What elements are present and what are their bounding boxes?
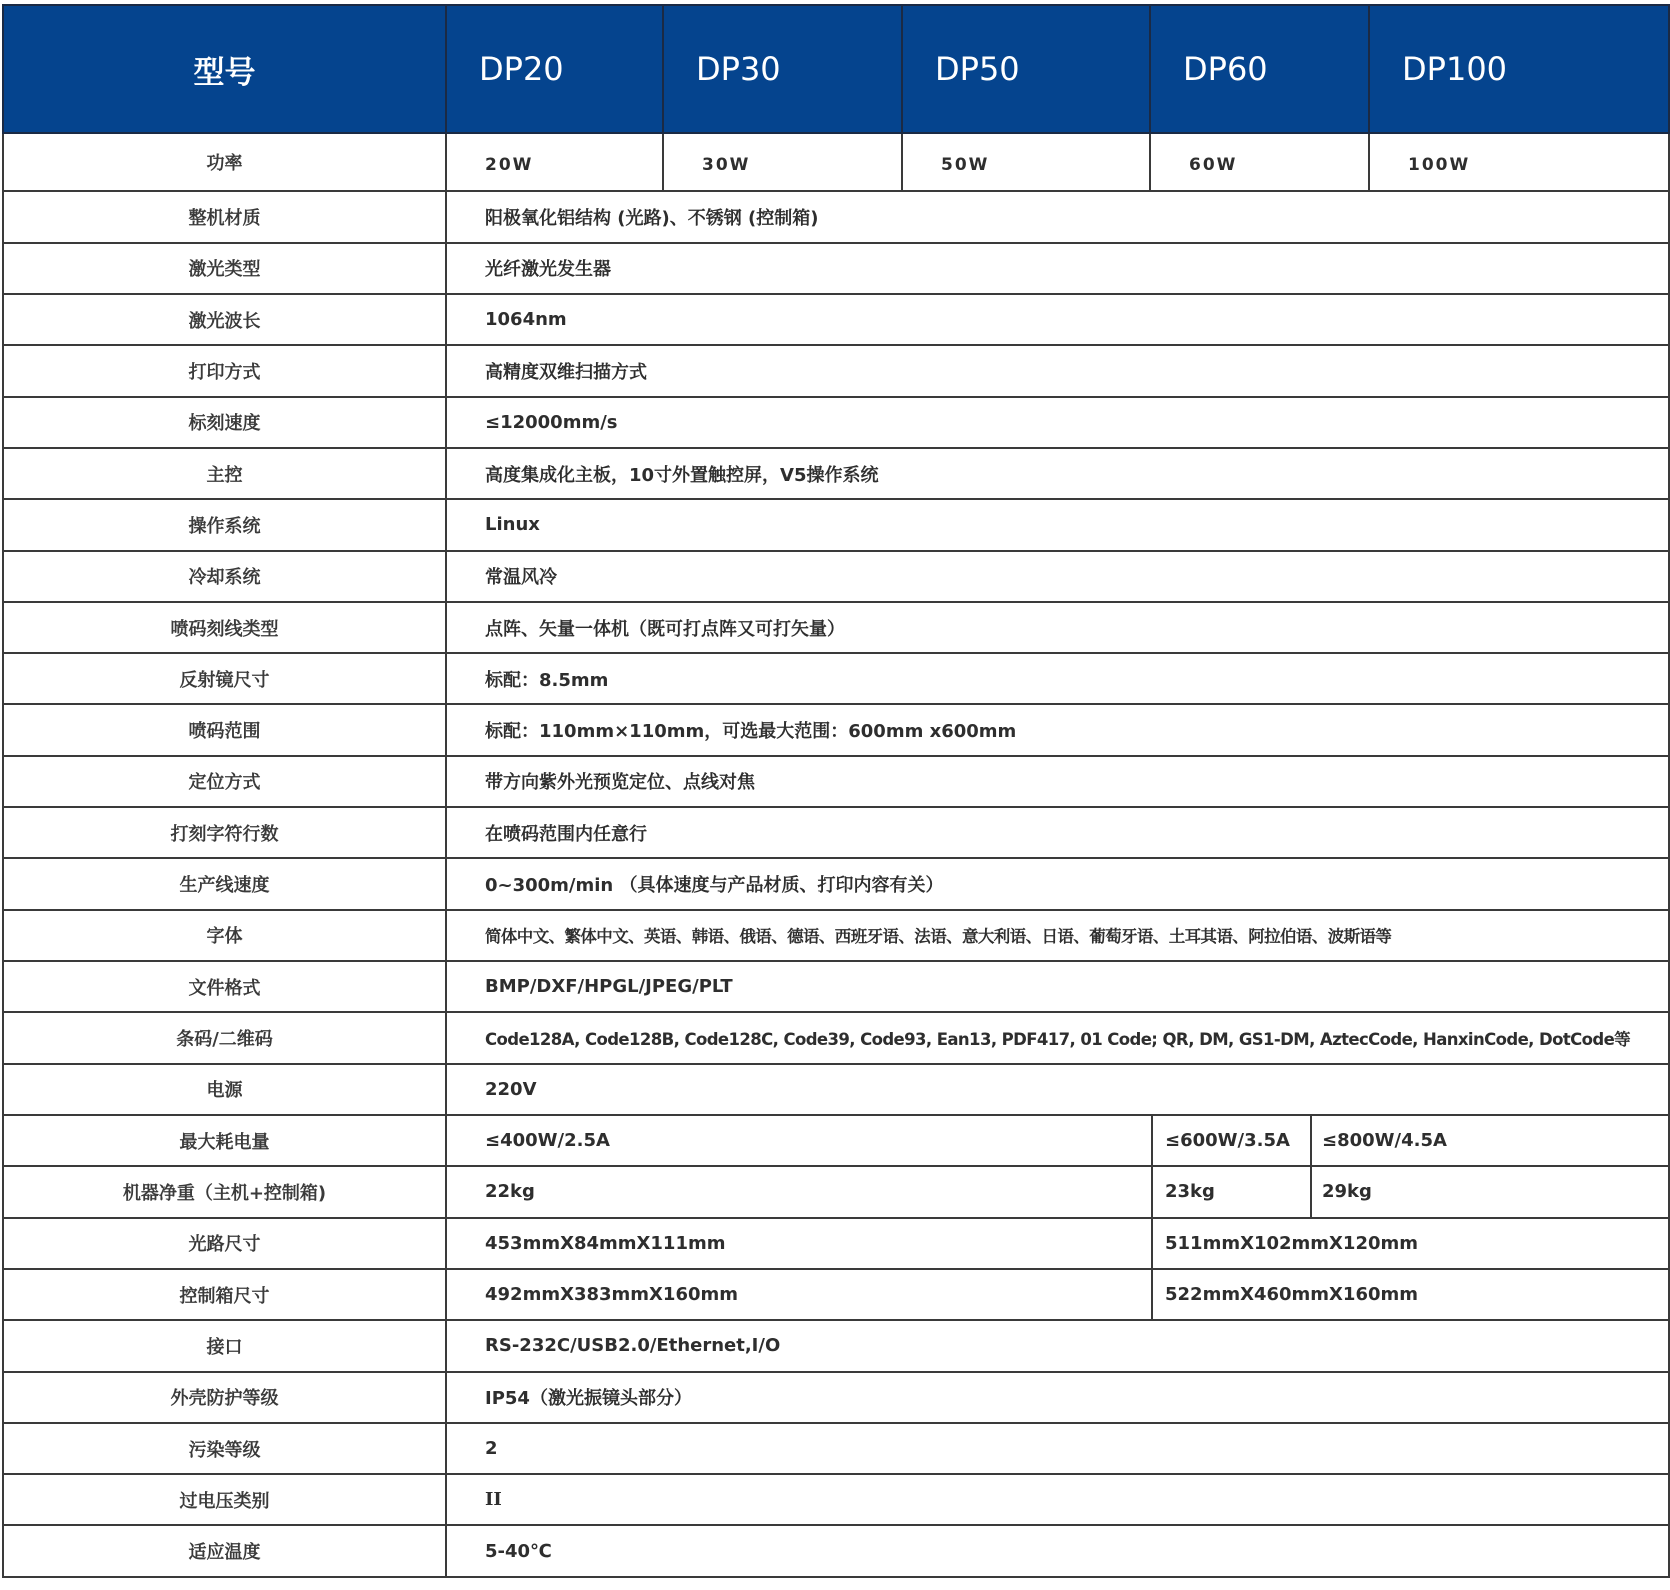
model-dp30: DP30 [663, 5, 902, 133]
row-value: 常温风冷 [446, 551, 1669, 602]
spec-row [3, 807, 1669, 858]
spec-row [3, 191, 1669, 242]
model-header-label: 型号 [3, 5, 446, 133]
net-weight-value-dp100: 29kg [1311, 1166, 1669, 1217]
max-power-value-dp20-50: ≤400W/2.5A [446, 1115, 1152, 1166]
spec-table [2, 4, 1670, 1578]
spec-row [3, 1474, 1669, 1525]
row-value: RS-232C/USB2.0/Ethernet,I/O [446, 1320, 1669, 1371]
spec-row [3, 602, 1669, 653]
power-row [3, 133, 1669, 191]
spec-row [3, 551, 1669, 602]
spec-row [3, 448, 1669, 499]
row-value: 高度集成化主板，10寸外置触控屏，V5操作系统 [446, 448, 1669, 499]
row-label: 字体 [3, 910, 446, 961]
model-header-row [3, 5, 1669, 133]
row-label: 打印方式 [3, 345, 446, 396]
spec-row [3, 345, 1669, 396]
row-value: Code128A, Code128B, Code128C, Code39, Code93, Ean13, PDF417, 01 Code; QR, DM, GS1-DM, AztecCode, HanxinCode, DotCode等 [446, 1012, 1669, 1063]
row-value: 标配：110mm×110mm，可选最大范围：600mm x600mm [446, 704, 1669, 755]
row-value: 简体中文、繁体中文、英语、韩语、俄语、德语、西班牙语、法语、意大利语、日语、葡萄牙语、土耳其语、阿拉伯语、波斯语等 [446, 910, 1669, 961]
row-label: 激光类型 [3, 243, 446, 294]
model-dp100: DP100 [1369, 5, 1669, 133]
row-label: 定位方式 [3, 756, 446, 807]
power-value-dp60: 60W [1150, 133, 1369, 191]
row-label: 光路尺寸 [3, 1218, 446, 1269]
row-label: 喷码刻线类型 [3, 602, 446, 653]
optical-size-value-large: 511mmX102mmX120mm [1152, 1218, 1669, 1269]
model-dp20: DP20 [446, 5, 663, 133]
row-value: BMP/DXF/HPGL/JPEG/PLT [446, 961, 1669, 1012]
row-value: 带方向紫外光预览定位、点线对焦 [446, 756, 1669, 807]
row-value: 在喷码范围内任意行 [446, 807, 1669, 858]
row-label: 冷却系统 [3, 551, 446, 602]
row-value: IP54（激光振镜头部分） [446, 1372, 1669, 1423]
power-value-dp100: 100W [1369, 133, 1669, 191]
row-label: 条码/二维码 [3, 1012, 446, 1063]
spec-row [3, 499, 1669, 550]
model-dp60: DP60 [1150, 5, 1369, 133]
spec-row [3, 243, 1669, 294]
control-box-size-row [3, 1269, 1669, 1320]
spec-row [3, 1372, 1669, 1423]
row-value: 220V [446, 1064, 1669, 1115]
power-value-dp20: 20W [446, 133, 663, 191]
power-value-dp30: 30W [663, 133, 902, 191]
row-value: 2 [446, 1423, 1669, 1474]
net-weight-value-dp60: 23kg [1152, 1166, 1311, 1217]
row-value: 5-40℃ [446, 1525, 1669, 1577]
net-weight-row [3, 1166, 1669, 1217]
spec-row [3, 1320, 1669, 1371]
spec-row [3, 294, 1669, 345]
row-value: 0~300m/min （具体速度与产品材质、打印内容有关） [446, 858, 1669, 909]
max-power-row [3, 1115, 1669, 1166]
row-label: 操作系统 [3, 499, 446, 550]
row-label: 过电压类别 [3, 1474, 446, 1525]
row-value: 高精度双维扫描方式 [446, 345, 1669, 396]
row-value: 1064nm [446, 294, 1669, 345]
spec-row [3, 858, 1669, 909]
row-label: 整机材质 [3, 191, 446, 242]
spec-row [3, 910, 1669, 961]
max-power-value-dp60: ≤600W/3.5A [1152, 1115, 1311, 1166]
row-value: 点阵、矢量一体机（既可打点阵又可打矢量） [446, 602, 1669, 653]
max-power-value-dp100: ≤800W/4.5A [1311, 1115, 1669, 1166]
row-label: 功率 [3, 133, 446, 191]
row-label: 电源 [3, 1064, 446, 1115]
spec-row [3, 1064, 1669, 1115]
row-label: 标刻速度 [3, 397, 446, 448]
spec-row [3, 704, 1669, 755]
row-label: 接口 [3, 1320, 446, 1371]
row-value: 标配：8.5mm [446, 653, 1669, 704]
row-value: 光纤激光发生器 [446, 243, 1669, 294]
control-box-size-value-small: 492mmX383mmX160mm [446, 1269, 1152, 1320]
row-value: ≤12000mm/s [446, 397, 1669, 448]
row-label: 反射镜尺寸 [3, 653, 446, 704]
control-box-size-value-large: 522mmX460mmX160mm [1152, 1269, 1669, 1320]
optical-size-row [3, 1218, 1669, 1269]
row-value: 阳极氧化铝结构 (光路)、不锈钢 (控制箱) [446, 191, 1669, 242]
model-dp50: DP50 [902, 5, 1150, 133]
row-label: 污染等级 [3, 1423, 446, 1474]
row-label: 控制箱尺寸 [3, 1269, 446, 1320]
row-label: 喷码范围 [3, 704, 446, 755]
spec-row [3, 653, 1669, 704]
spec-row [3, 1525, 1669, 1577]
row-value: II [446, 1474, 1669, 1525]
row-label: 激光波长 [3, 294, 446, 345]
row-label: 打刻字符行数 [3, 807, 446, 858]
row-label: 最大耗电量 [3, 1115, 446, 1166]
spec-row [3, 756, 1669, 807]
row-value: Linux [446, 499, 1669, 550]
spec-row [3, 961, 1669, 1012]
net-weight-value-dp20-50: 22kg [446, 1166, 1152, 1217]
row-label: 适应温度 [3, 1525, 446, 1577]
row-label: 文件格式 [3, 961, 446, 1012]
row-label: 机器净重（主机+控制箱) [3, 1166, 446, 1217]
spec-row [3, 1423, 1669, 1474]
power-value-dp50: 50W [902, 133, 1150, 191]
row-label: 外壳防护等级 [3, 1372, 446, 1423]
row-label: 主控 [3, 448, 446, 499]
spec-row [3, 1012, 1669, 1063]
optical-size-value-small: 453mmX84mmX111mm [446, 1218, 1152, 1269]
spec-row [3, 397, 1669, 448]
row-label: 生产线速度 [3, 858, 446, 909]
